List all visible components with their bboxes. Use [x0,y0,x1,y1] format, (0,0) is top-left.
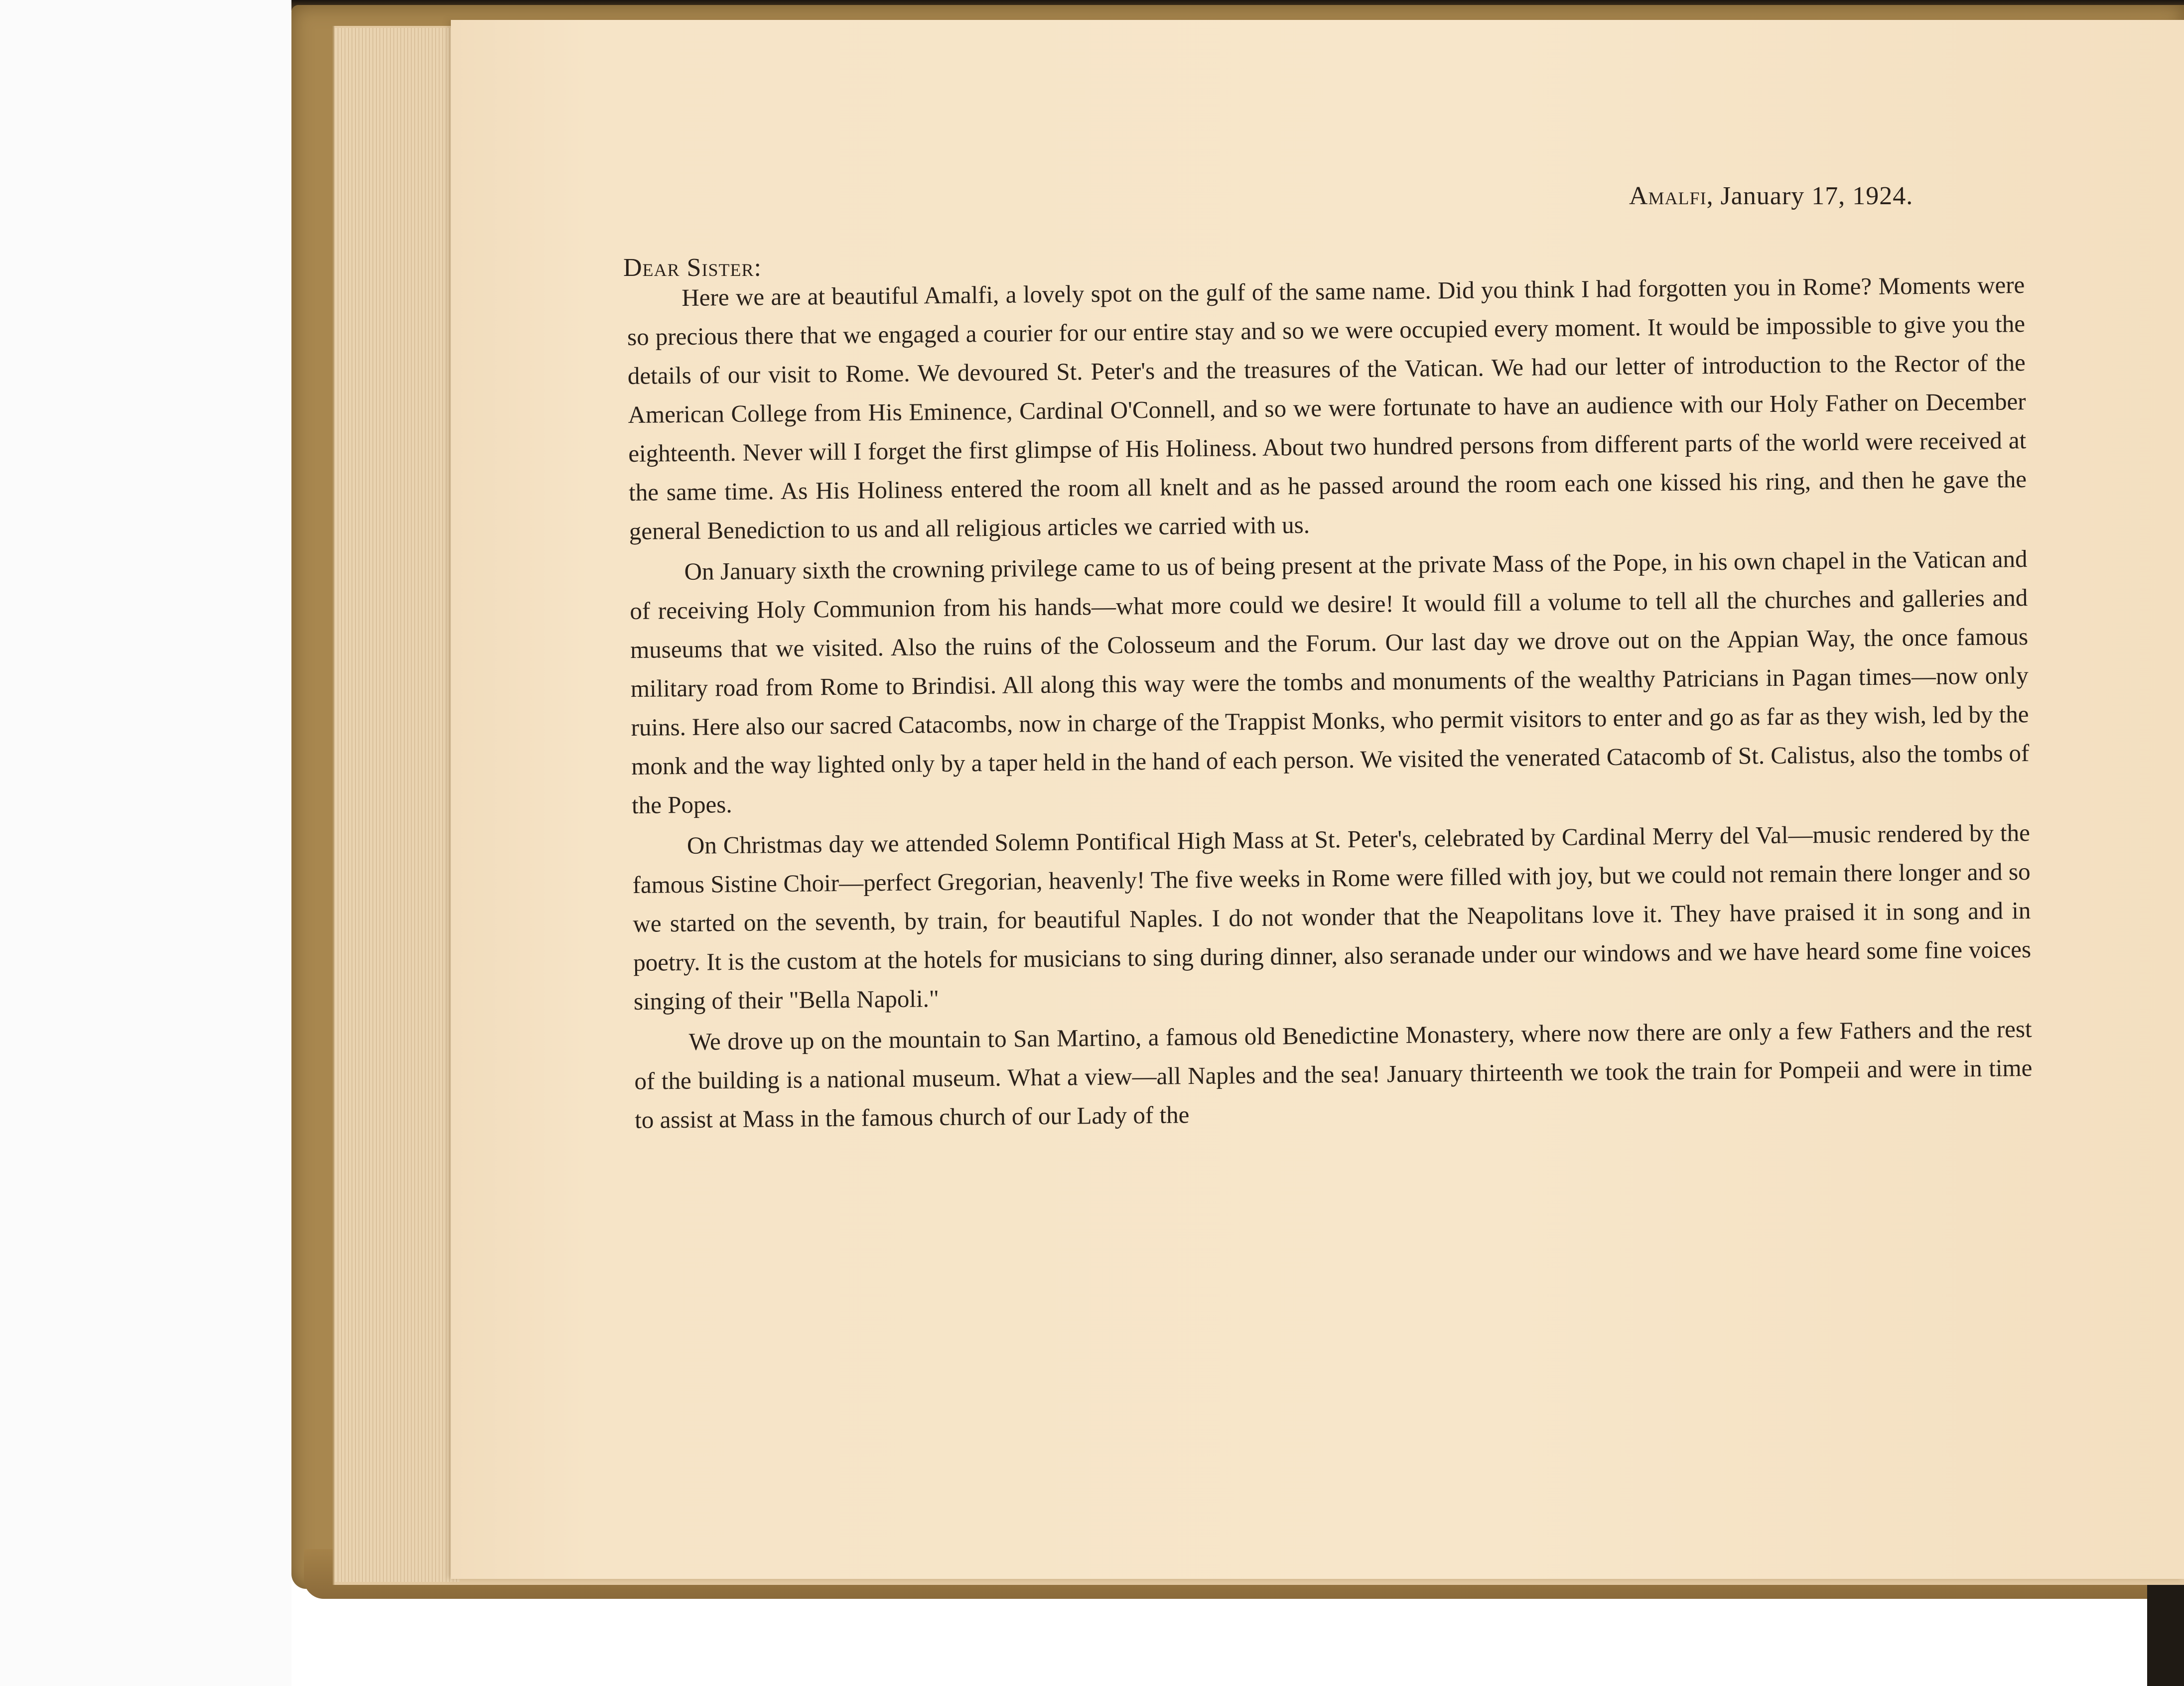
dateline-place: Amalfi [1629,182,1707,210]
page-edges [335,28,459,1582]
paragraph-4: We drove up on the mountain to San Martino, a famous old Benedictine Monastery, where now there are only a few Fathers and the rest of the building is a national museum. What a view—all Naples and the sea! January thirteenth we took the train for Pompeii and were in time to assist at Mass in the famous church of our Lady of the [634,1015,2033,1134]
scanner-background [0,0,291,1686]
paragraph-2: On January sixth the crowning privilege came to us of being present at the private Mass of the Pope, in his own chapel in the Vatican and of receiving Holy Communion from his hands—what more could we desire! It would fill a volume to tell all the churches and galleries and museums that we visited. Also the ruins of the Colosseum and the Forum. Our last day we drove out on the Appian Way, the once famous military road from Rome to Brindisi. All along this way were the tombs and monuments of the wealthy Patricians in Pagan times—now only ruins. Here also our sacred Catacombs, now in charge of the Trappist Monks, who permit visitors to enter and go as far as they wish, led by the monk and the way lighted only by a taper held in the hand of each person. We visited the venerated Catacomb of St. Calistus, also the tombs of the Popes. [630,545,2030,819]
paragraph-3: On Christmas day we attended Solemn Pontifical High Mass at St. Peter's, celebrated by Cardinal Merry del Val—music rendered by the famous Sistine Choir—perfect Gregorian, heavenly! The five weeks in Rome were filled with joy, but we could not remain there longer and so we started on the seventh, by train, for beautiful Naples. I do not wonder that the Neapolitans love it. They have praised it in song and in poetry. It is the custom at the hotels for musicians to sing during dinner, also seranade under our windows and we have heard some fine voices singing of their "Bella Napoli." [632,819,2032,1015]
paragraph-1: Here we are at beautiful Amalfi, a lovely spot on the gulf of the same name. Did you think I had forgotten you in Rome? Moments were so precious there that we engaged a courier for our entire stay and so we were occupied every moment. It would be impossible to give you the details of our visit to Rome. We devoured St. Peter's and the treasures of the Vatican. We had our letter of introduction to the Rector of the American College from His Eminence, Cardinal O'Connell, and so we were fortunate to have an audience with our Holy Father on December eighteenth. Never will I forget the first glimpse of His Holiness. About two hundred persons from different parts of the world were received at the same time. As His Holiness entered the room all knelt and as he passed around the room each one kissed his ring, and then he gave the general Benediction to us and all religious articles we carried with us. [627,271,2027,545]
salutation: Dear Sister: [623,254,762,282]
dateline-date: , January 17, 1924. [1706,182,1913,210]
letter-body [627,265,2033,1140]
dateline [1629,181,1913,211]
